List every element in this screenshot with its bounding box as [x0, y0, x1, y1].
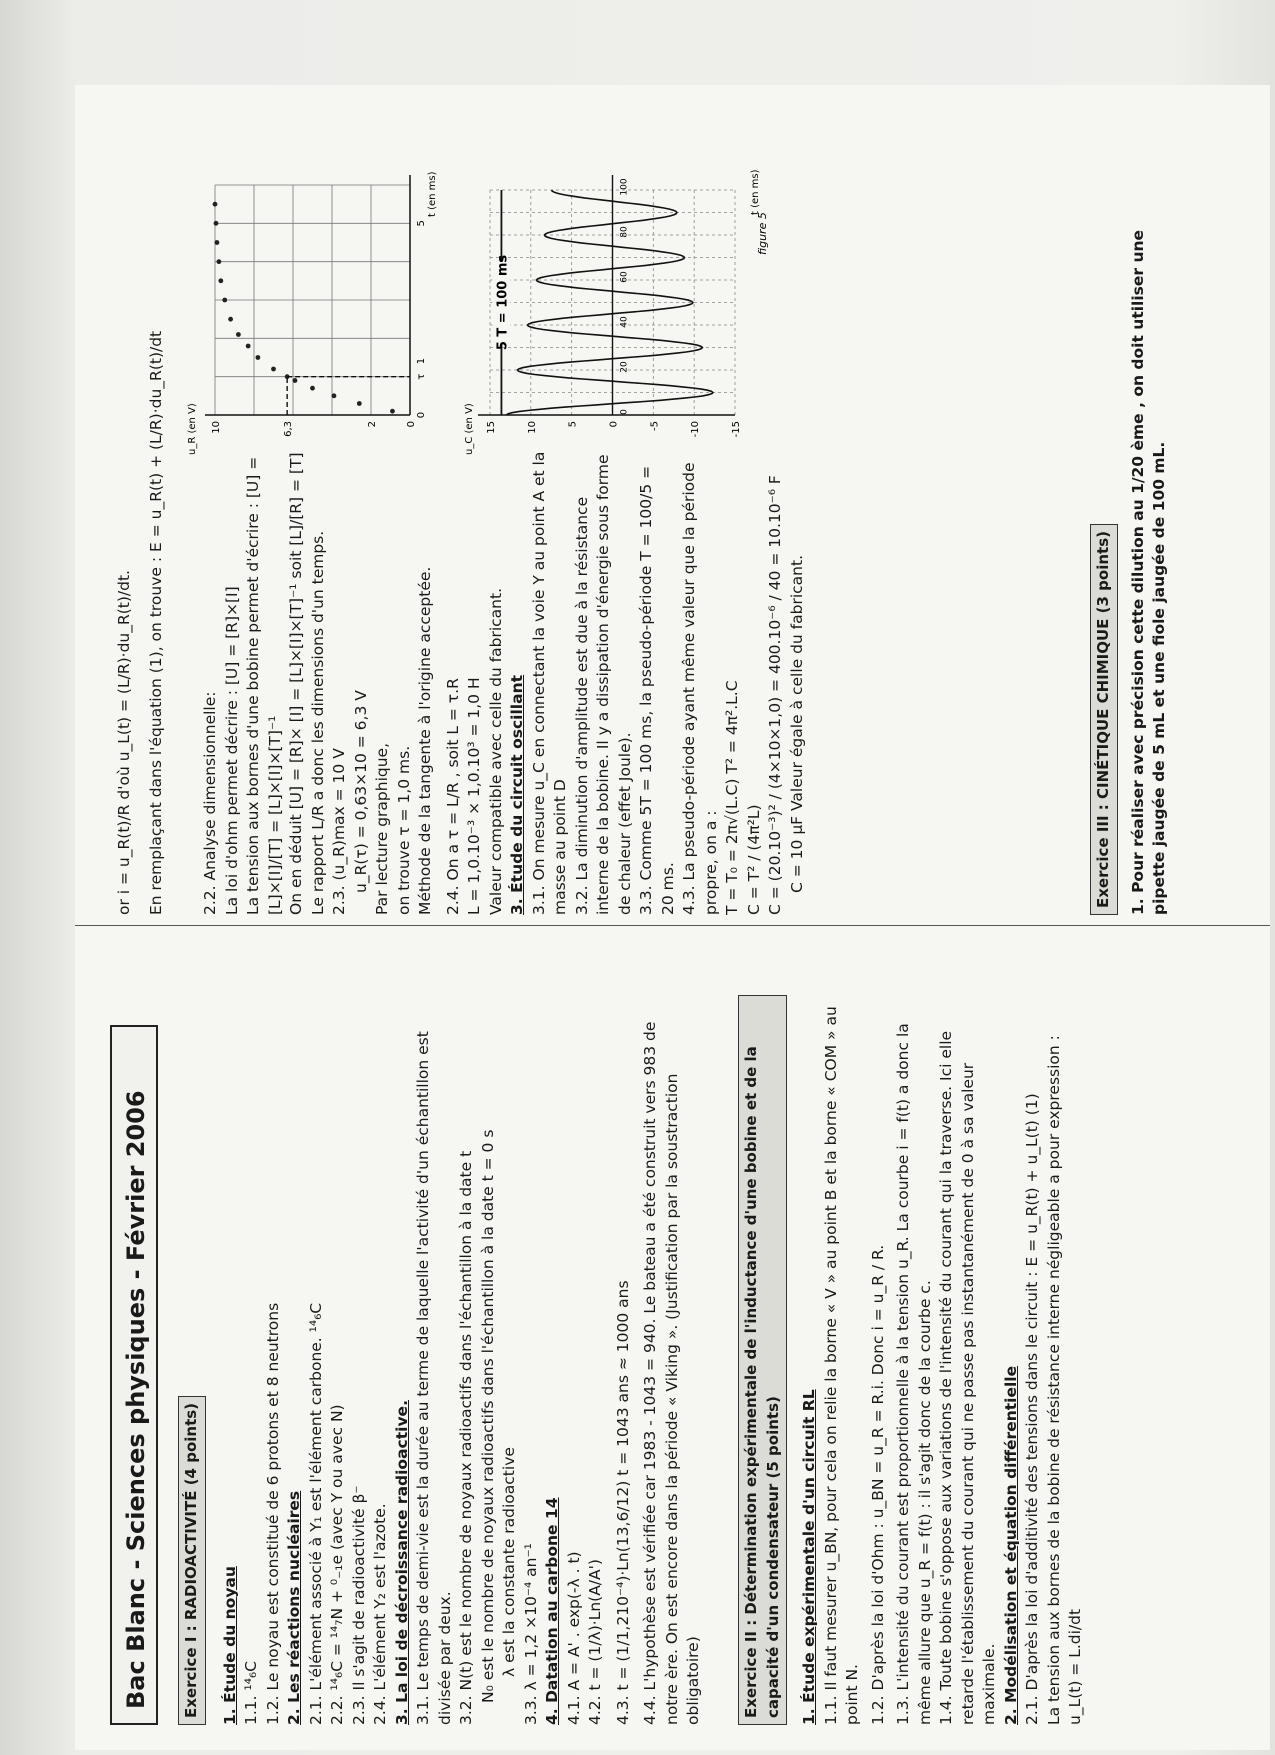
col2-line: T = T₀ = 2π√(L.C) T² = 4π².L.C — [723, 680, 741, 915]
chart2-ytick: 15 — [486, 421, 497, 434]
col2-left-text — [200, 445, 808, 915]
exercise-2 — [738, 995, 1087, 1725]
chart-oscillation — [460, 165, 770, 455]
ex1-line: 3.3. λ = 1,2 ×10⁻⁴ an⁻¹ — [521, 1543, 540, 1725]
chart1-point — [222, 298, 227, 303]
column-left — [90, 985, 1240, 1745]
chart2-ylabel: u_C (en V) — [464, 403, 475, 455]
chart2-ytick: -5 — [649, 421, 661, 431]
chart1-xtick: 1 — [416, 357, 427, 365]
ex1-line: 1.2. Le noyau est constitué de 6 protons et 8 neutrons — [263, 1302, 282, 1725]
chart1-point — [390, 409, 395, 414]
chart1-xtick: τ — [416, 373, 427, 380]
chart1-ytick: 2 — [367, 421, 378, 428]
chart2-annotation: 5 T = 100 ms — [495, 254, 511, 351]
exercise-1 — [178, 995, 705, 1725]
ex2-line: 1.4. Toute bobine s'oppose aux variations de l'intensité du courant qui la traverse. Ici elle retarde l'établissement du courant qui ne passe pas instantanément de 0 à sa valeur maximale. — [937, 1030, 998, 1725]
chart2-ytick: -15 — [731, 421, 742, 438]
chart1-ytick: 6,3 — [283, 421, 295, 437]
ex1-line: 3. La loi de décroissance radioactive. — [392, 1400, 411, 1725]
ex2-line: 1.3. L'intensité du courant est proportionnelle à la tension u_R. La courbe i = f(t) a donc la même allure que u_R = f(t) : il s'agit donc de la courbe c. — [894, 1023, 934, 1725]
ex1-line: 4.1. A = A' . exp(-λ . t) — [564, 1551, 583, 1725]
ex1-line: 4.2. t = (1/λ)·Ln(A/A') — [586, 1559, 604, 1725]
chart-rl-charge — [185, 165, 440, 455]
chart1-xtick: 0 — [416, 411, 427, 419]
col2-line: C = 10 µF Valeur égale à celle du fabricant. — [787, 555, 806, 893]
ex1-line: N₀ est le nombre de noyaux radioactifs dans l'échantillon à la date t = 0 s — [478, 1129, 497, 1703]
chart2-xtick: 80 — [619, 226, 630, 238]
col2-line: Méthode de la tangente à l'origine acceptée. — [416, 566, 434, 915]
chart1-point — [214, 221, 219, 226]
chart1-point — [310, 386, 315, 391]
ex1-line: 4. Datation au carbone 14 — [543, 1497, 561, 1725]
col2-line: L = 1,0.10⁻³ × 1,0.10³ = 1,0 H — [465, 677, 483, 915]
col2-top — [114, 175, 167, 915]
chart2-ytick: 10 — [526, 421, 538, 434]
ex1-line: 3.2. N(t) est le nombre de noyaux radioactifs dans l'échantillon à la date t — [457, 1150, 475, 1725]
chart1-point — [246, 344, 251, 349]
col2-line: 2.2. Analyse dimensionnelle: — [201, 691, 219, 915]
col2-line: Le rapport L/R a donc les dimensions d'un temps. — [308, 530, 327, 915]
ex1-line: 1.1. ¹⁴₆C — [242, 1661, 260, 1725]
col2-line: La loi d'ohm permet décrire : [U] = [R]×[I] — [222, 586, 241, 915]
chart1-point — [236, 332, 241, 337]
col2-line: 3.1. On mesure u_C en connectant la voie Y au point A et la masse au point D — [529, 451, 569, 915]
chart1-point — [217, 259, 222, 264]
exercise-3-header: Exercice III : CINÉTIQUE CHIMIQUE (3 points) — [1090, 524, 1118, 915]
ex1-line: 2. Les réactions nucléaires — [285, 1490, 303, 1725]
chart2-xtick: 100 — [619, 178, 630, 196]
col2-line: La tension aux bornes d'une bobine permet d'écrire : [U] = [L]×[I]/[T] = [L]×[I]×[T]⁻¹ — [244, 456, 284, 915]
col2-line: C = (20.10⁻³)² / (4×10×1,0) = 400.10⁻⁶ / 40 = 10.10⁻⁶ F — [766, 475, 784, 915]
ex1-line: 4.4. L'hypothèse est vérifiée car 1983 - 1043 = 940. Le bateau a été construit vers 983 de notre ère. On est encore dans la période « Viking ». (Justification par la soustraction obligatoire) — [641, 1021, 702, 1725]
exercise-2-header: Exercice II : Détermination expérimentale de l'inductance d'une bobine et de la capacité d'un condensateur (5 points) — [738, 995, 787, 1725]
chart1-ytick: 0 — [406, 421, 417, 428]
chart2-ytick: 0 — [608, 421, 620, 428]
col2-line: 3. Étude du circuit oscillant — [508, 674, 526, 915]
exercise-1-header: Exercice I : RADIOACTIVITÉ (4 points) — [178, 1396, 206, 1725]
chart2-xtick: 40 — [619, 316, 630, 328]
chart1-point — [271, 367, 276, 372]
column-right — [90, 165, 1240, 925]
chart1-point — [293, 378, 298, 383]
chart2-xlabel: t (en ms) — [750, 169, 761, 215]
chart1-point — [213, 202, 218, 207]
col2-line: On en déduit [U] = [R]× [I] = [L]×[I]×[T]⁻¹ soit [L]/[R] = [T] — [287, 452, 305, 915]
ex1-line: 3.1. Le temps de demi-vie est la durée au terme de laquelle l'activité d'un échantillon est divisée par deux. — [414, 1031, 454, 1725]
col2-line: 2.4. On a τ = L/R , soit L = τ.R — [443, 678, 462, 915]
col2-line: 3.2. La diminution d'amplitude est due à la résistance interne de la bobine. Il y a dissipation d'énergie sous forme de chaleur (effet Joule). — [572, 454, 634, 915]
col2-line: 2.3. (u_R)max = 10 V — [330, 748, 348, 915]
chart1-point — [228, 317, 233, 322]
col2-line: Valeur compatible avec celle du fabricant. — [486, 588, 505, 915]
chart2-xtick: 60 — [619, 271, 630, 283]
chart1-xtick: 5 — [416, 220, 427, 227]
col2-line: u_R(τ) = 0,63×10 = 6,3 V — [351, 690, 370, 893]
chart1-ylabel: u_R (en V) — [187, 403, 198, 455]
col2-line: 4.3. La pseudo-période ayant même valeur que la période propre, on a : — [680, 462, 720, 915]
ex2-line: 2. Modélisation et équation différentielle — [1001, 1365, 1020, 1725]
chart1-point — [357, 401, 362, 406]
chart2-ytick: 5 — [567, 421, 579, 428]
chart2-xtick: 0 — [619, 409, 630, 415]
col2-line: C = T² / (4π²L) — [744, 804, 763, 915]
ex1-line: 2.3. Il s'agit de radioactivité β⁻ — [349, 1485, 368, 1725]
col2-line: Par lecture graphique, — [373, 742, 391, 915]
ex2-line: La tension aux bornes de la bobine de résistance interne négligeable a pour expression : u_L(t) = L.di/dt — [1044, 1035, 1084, 1725]
ex1-line: λ est la constante radioactive — [500, 1447, 518, 1677]
col2-line: En remplaçant dans l'équation (1), on trouve : E = u_R(t) + (L/R)·du_R(t)/dt — [146, 330, 165, 915]
chart1-ytick: 10 — [211, 421, 222, 434]
col2-line: on trouve τ = 1,0 ms. — [394, 745, 413, 915]
chart2-ytick: -10 — [690, 421, 702, 438]
ex1-line: 2.2. ¹⁴₆C = ¹⁴₇N + ⁰₋₁e (avec Y ou avec N) — [328, 1404, 346, 1725]
ex1-line: 1. Étude du noyau — [220, 1566, 239, 1725]
exercise-3 — [1090, 175, 1171, 915]
ex2-line: 1. Étude expérimentale d'un circuit RL — [800, 1389, 818, 1725]
document-title: Bac Blanc - Sciences physiques - Février 2006 — [110, 1025, 158, 1725]
chart1-point — [256, 355, 261, 360]
chart2-caption: figure 5 — [756, 212, 769, 255]
col2-line: 1. Pour réaliser avec précision cette dilution au 1/20 ème , on doit utiliser une pipette jaugée de 5 mL et une fiole jaugée de 100 mL. — [1128, 229, 1168, 915]
chart1-point — [218, 278, 223, 283]
col2-line: or i = u_R(t)/R d'où u_L(t) = (L/R)·du_R(t)/dt. — [115, 570, 133, 915]
chart1-xlabel: t (en ms) — [427, 171, 438, 217]
col2-line: 3.3. Comme 5T = 100 ms, la pseudo-période T = 100/5 = 20 ms. — [637, 465, 677, 915]
chart1-point — [332, 393, 337, 398]
ex2-line: 1.1. Il faut mesurer u_BN, pour cela on relie la borne « V » au point B et la borne « COM » au point N. — [821, 1006, 861, 1725]
chart2-series-line — [506, 190, 713, 415]
rotated-document — [90, 165, 1240, 1745]
ex1-line: 2.4. L'élément Y₂ est l'azote. — [371, 1503, 389, 1725]
chart1-point — [215, 240, 220, 245]
ex2-line: 1.2. D'après la loi d'Ohm : u_BN = u_R = R.i. Donc i = u_R / R. — [868, 1244, 887, 1725]
ex1-line: 2.1. L'élément associé à Y₁ est l'élément carbone. ¹⁴₆C — [306, 1302, 325, 1725]
ex2-line: 2.1. D'après la loi d'additivité des tensions dans le circuit : E = u_R(t) + u_L(t) (1) — [1023, 1093, 1041, 1725]
chart2-xtick: 20 — [619, 361, 630, 373]
ex1-line: 4.3. t = (1/1,210⁻⁴)·Ln(13,6/12) t = 1043 ans ≈ 1000 ans — [613, 1280, 632, 1725]
